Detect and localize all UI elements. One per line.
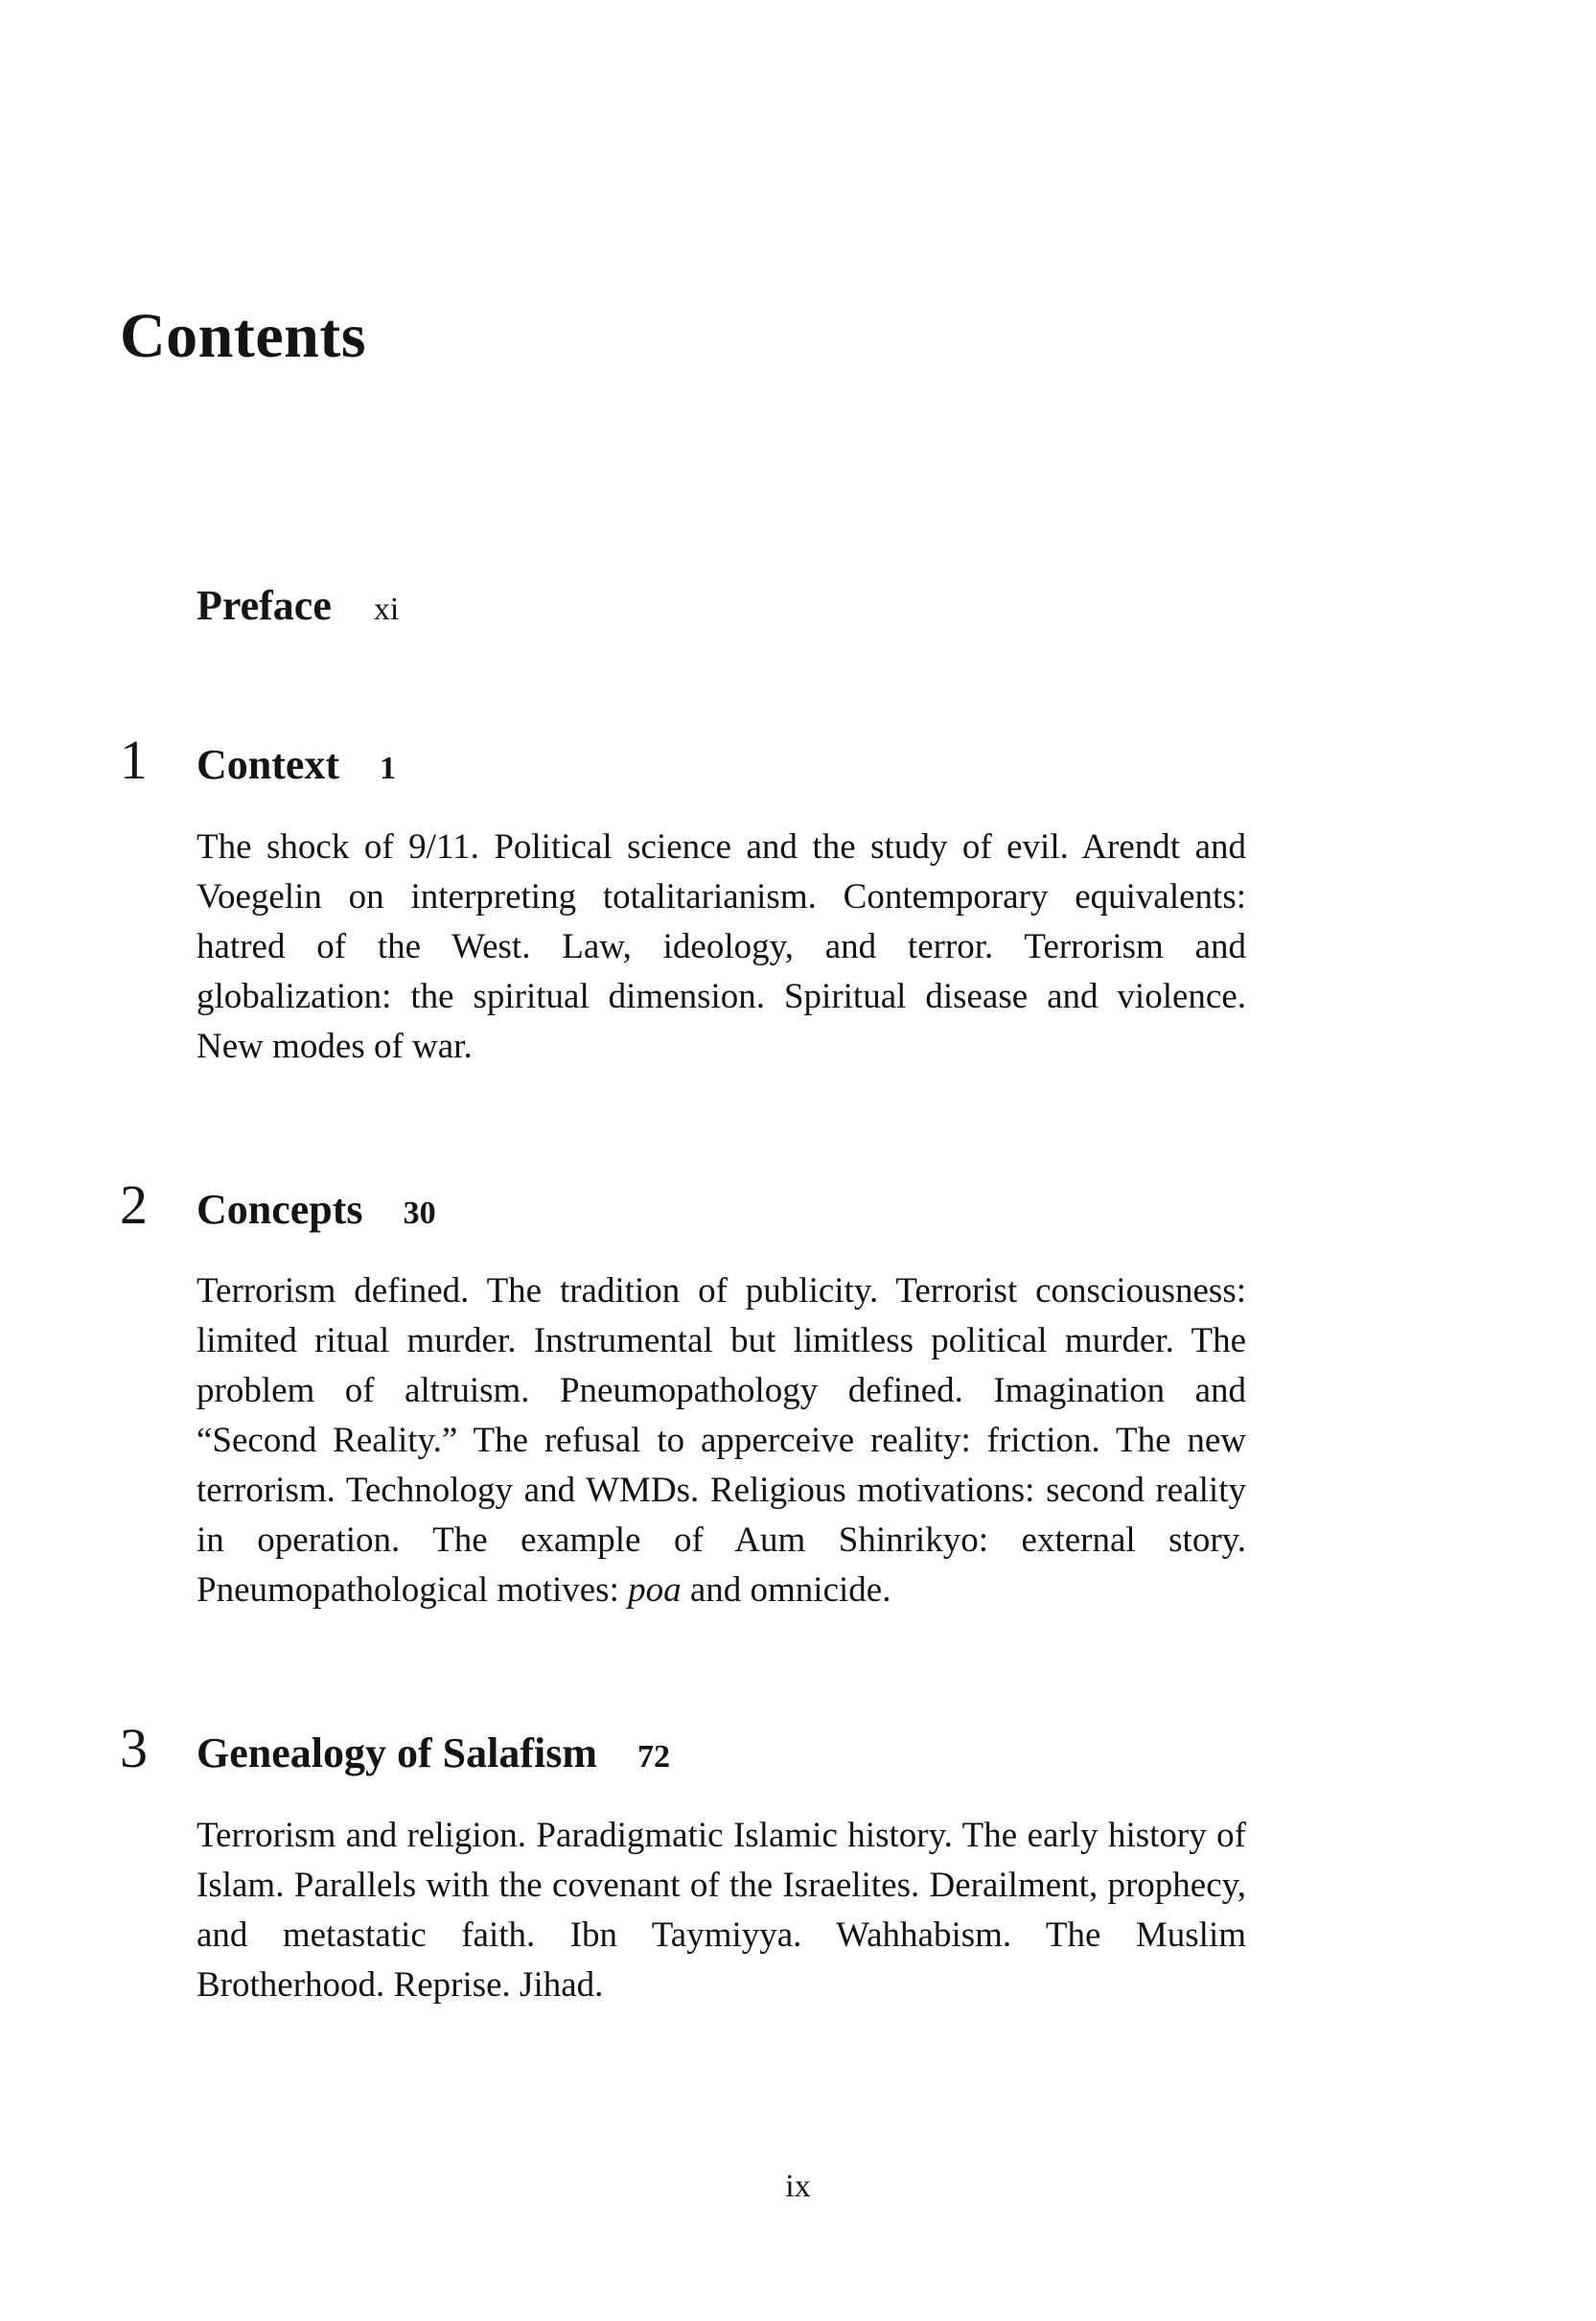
chapter-title: Genealogy of Salafism (197, 1729, 597, 1777)
chapter-title: Concepts (197, 1185, 363, 1233)
chapter-summary-text: Terrorism and religion. Paradigmatic Islamic history. The early history of Islam. Parallels with the covenant of the Israelites. Derailment, prophecy, and metastatic faith. Ibn Taymiyya. Wahhabism. The Muslim Brotherhood. Reprise. Jihad. (197, 1815, 1246, 2005)
toc-chapter-entry-2 (120, 1172, 1596, 1616)
chapter-summary-italic: poa (628, 1570, 682, 1611)
chapter-page-number: 72 (636, 1739, 670, 1776)
chapter-summary-text: Terrorism defined. The tradition of publicity. Terrorist consciousness: limited ritual murder. Instrumental but limitless political murder. The problem of altruism. Pneumopathology defined. Imagination and “Second Reality.” The refusal to apperceive reality: friction. The new terrorism. Technology and WMDs. Religious motivations: second reality in operation. The example of Aum Shinrikyo: external story. Pneumopathological motives: (197, 1271, 1246, 1611)
page-title: Contents (120, 301, 367, 371)
toc-chapter-entry-1 (120, 729, 1596, 1072)
preface-label: Preface (197, 582, 332, 629)
chapter-heading (197, 1186, 1246, 1235)
folio-page-number: ix (785, 2169, 811, 2204)
chapter-number: 1 (120, 729, 148, 791)
chapter-summary (197, 1811, 1246, 2010)
chapter-entry-body (197, 1729, 1246, 2010)
chapter-heading (197, 741, 1246, 790)
chapter-summary-text-after: and omnicide. (681, 1570, 891, 1611)
preface-page-number: xi (373, 592, 400, 627)
toc-chapter-entry-3 (120, 1717, 1596, 2010)
chapter-entry-body (197, 741, 1246, 1072)
chapter-title: Context (197, 741, 340, 788)
chapter-entry-body (197, 1186, 1246, 1616)
chapter-summary (197, 1266, 1246, 1615)
chapter-number: 3 (120, 1717, 148, 1780)
toc-preface-entry (197, 582, 1596, 629)
chapter-page-number: 1 (380, 751, 397, 786)
chapter-page-number: 30 (403, 1195, 436, 1231)
chapter-summary (197, 823, 1246, 1072)
chapter-number: 2 (120, 1172, 148, 1236)
chapter-summary-text: The shock of 9/11. Political science and the study of evil. Arendt and Voegelin on interpreting totalitarianism. Contemporary equivalents: hatred of the West. Law, ideology, and terror. Terrorism and globalization: the spiritual dimension. Spiritual disease and violence. New modes of war. (197, 826, 1246, 1066)
chapter-heading (197, 1729, 1246, 1778)
